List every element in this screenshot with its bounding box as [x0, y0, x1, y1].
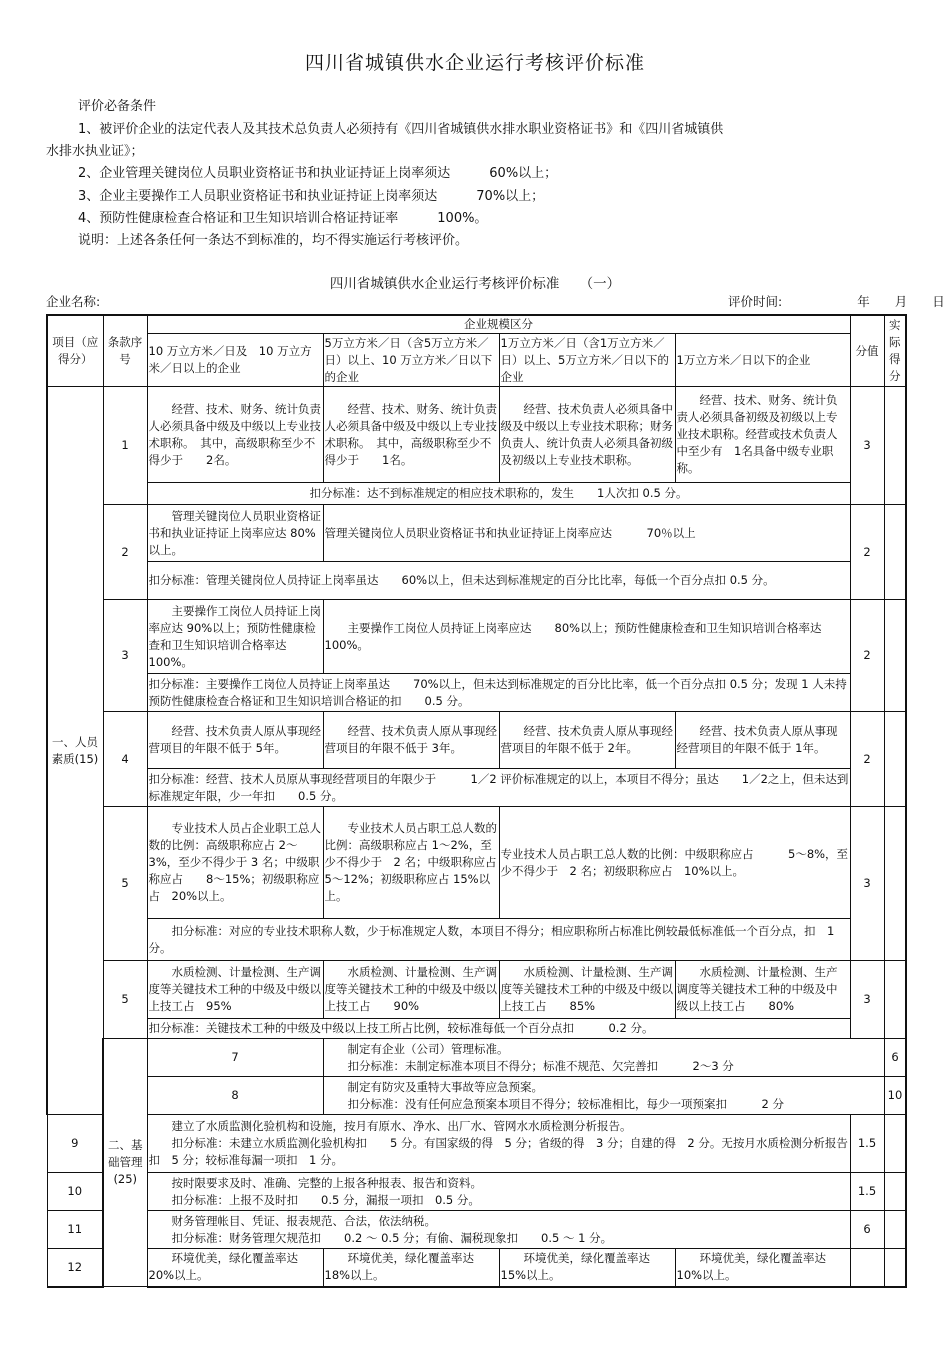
seq-9: 9	[47, 1115, 103, 1173]
r12-col-medium: 环境优美，绿化覆盖率达 18%以上。	[323, 1249, 499, 1287]
seq-1: 1	[103, 387, 147, 505]
r11-content: 财务管理帐目、凭证、报表规范、合法，依法纳税。 扣分标准：财务管理欠规范扣 0.2 ～ 0.5 分；有偷、漏税现象扣 0.5 ～ 1 分。	[147, 1211, 850, 1249]
requirements-heading: 评价必备条件	[78, 99, 157, 114]
requirement-1-cont: 水排水执业证》；	[46, 144, 144, 159]
company-name-label: 企业名称:	[46, 294, 101, 309]
r5b-col-large: 水质检测、计量检测、生产调度等关键技术工种的中级及中级以上技工占 95%	[147, 961, 323, 1019]
seq-3: 3	[103, 600, 147, 712]
evaluation-time-label: 评价时间: 年 月 日	[728, 294, 945, 309]
seq-4: 4	[103, 712, 147, 807]
r5a-score: 3	[850, 807, 884, 961]
seq-10: 10	[47, 1173, 103, 1211]
requirement-4: 4、预防性健康检查合格证和卫生知识培训合格证持证率 100%。	[78, 211, 488, 226]
seq-2: 2	[103, 505, 147, 600]
r1-col-medium: 经营、技术、财务、统计负责人必须具备中级及中级以上专业技术职称。 其中，高级职称至少不得少于 1名。	[323, 387, 499, 483]
r7-content: 制定有企业（公司）管理标准。 扣分标准：未制定标准本项目不得分；标准不规范、欠完善扣 2～3 分	[323, 1039, 884, 1077]
r12-actual[interactable]	[884, 1249, 906, 1287]
r2-deduction: 扣分标准：管理关键岗位人员持证上岗率虽达 60%以上，但未达到标准规定的百分比比率，每低一个百分点扣 0.5 分。	[147, 562, 850, 600]
r8-score: 10	[884, 1077, 906, 1115]
r5b-score: 3	[850, 961, 884, 1039]
r5b-col-small: 水质检测、计量检测、生产调度等关键技术工种的中级及中级以上技工占 85%	[499, 961, 675, 1019]
header-col-small: 1万立方米／日（含1万立方米／日）以上、5万立方米／日以下的企业	[499, 334, 675, 387]
r4-actual[interactable]	[884, 712, 906, 807]
r2-actual[interactable]	[884, 505, 906, 600]
r4-deduction: 扣分标准：经营、技术人员原从事现经营项目的年限少于 1／2 评价标准规定的以上，本项目不得分；虽达 1／2之上，但未达到标准规定年限，少一年扣 0.5 分。	[147, 769, 850, 807]
r5a-col-others: 专业技术人员占职工总人数的比例：中级职称应占 5～8%，至少不得少于 2 名；初级职称应占 10%以上。	[499, 807, 850, 919]
r8-content: 制定有防灾及重特大事故等应急预案。 扣分标准：没有任何应急预案本项目不得分；较标准相比，每少一项预案扣 2 分	[323, 1077, 884, 1115]
r2-col-others: 管理关键岗位人员职业资格证书和执业证持证上岗率应达 70％以上	[323, 505, 850, 562]
document-title: 四川省城镇供水企业运行考核评价标准	[304, 52, 645, 74]
r12-col-large: 环境优美，绿化覆盖率达 20%以上。	[147, 1249, 323, 1287]
r1-actual[interactable]	[884, 387, 906, 505]
r11-score: 6	[850, 1211, 884, 1249]
header-col-medium: 5万立方米／日（含5万立方米／日）以上、10 万立方米／日以下的企业	[323, 334, 499, 387]
r1-score: 3	[850, 387, 884, 505]
r5b-actual[interactable]	[884, 961, 906, 1039]
r5b-deduction: 扣分标准：关键技术工种的中级及中级以上技工所占比例，较标准每低一个百分点扣 0.2 分。	[147, 1019, 850, 1039]
r4-col-large: 经营、技术负责人原从事现经营项目的年限不低于 5年。	[147, 712, 323, 769]
requirement-2: 2、企业管理关键岗位人员职业资格证书和执业证持证上岗率须达 60%以上；	[78, 166, 558, 181]
r12-score	[850, 1249, 884, 1287]
r5a-col-large: 专业技术人员占企业职工总人数的比例：高级职称应占 2～3%，至少不得少于 3 名；中级职称应占 8～15%；初级职称应占 20%以上。	[147, 807, 323, 919]
requirement-1: 1、被评价企业的法定代表人及其技术总负责人必须持有《四川省城镇供水排水职业资格证书》和《四川省城镇供	[78, 122, 724, 137]
r5b-col-smallest: 水质检测、计量检测、生产调度等关键技术工种的中级及中级以上技工占 80%	[675, 961, 850, 1019]
seq-5b: 5	[103, 961, 147, 1039]
r4-col-smallest: 经营、技术负责人原从事现经营项目的年限不低于 1年。	[675, 712, 850, 769]
r9-actual[interactable]	[884, 1115, 906, 1173]
r3-score: 2	[850, 600, 884, 712]
r1-deduction: 扣分标准：达不到标准规定的相应技术职称的，发生 1人次扣 0.5 分。	[147, 483, 850, 505]
r2-score: 2	[850, 505, 884, 600]
header-project: 项目（应得分）	[47, 315, 103, 387]
r3-deduction: 扣分标准：主要操作工岗位人员持证上岗率虽达 70%以上，但未达到标准规定的百分比比率，低一个百分点扣 0.5 分；发现 1 人未持预防性健康检查合格证和卫生知识培训合格证的扣 0.5 分。	[147, 674, 850, 712]
r2-col-large: 管理关键岗位人员职业资格证书和执业证持证上岗率应达 80%以上。	[147, 505, 323, 562]
r11-actual[interactable]	[884, 1211, 906, 1249]
r10-content: 按时限要求及时、准确、完整的上报各种报表、报告和资料。 扣分标准：上报不及时扣 0.5 分，漏报一项扣 0.5 分。	[147, 1173, 850, 1211]
r9-content: 建立了水质监测化验机构和设施，按月有原水、净水、出厂水、管网水水质检测分析报告。 扣分标准：未建立水质监测化验机构扣 5 分。有国家级的得 5 分；省级的得 3 分；自建的得 2 分。无按月水质检测分析报告扣 5 分；较标准每漏一项扣 1 分。	[147, 1115, 850, 1173]
header-actual: 实际得分	[884, 315, 906, 387]
seq-12: 12	[47, 1249, 103, 1287]
r3-col-others: 主要操作工岗位人员持证上岗率应达 80%以上；预防性健康检查和卫生知识培训合格率达 100%。	[323, 600, 850, 674]
group-basic-management: 二、基础管理(25)	[103, 1039, 147, 1287]
requirements-note: 说明：上述各条任何一条达不到标准的，均不得实施运行考核评价。	[78, 233, 469, 248]
r3-actual[interactable]	[884, 600, 906, 712]
r9-score: 1.5	[850, 1115, 884, 1173]
r10-actual[interactable]	[884, 1173, 906, 1211]
table-subtitle: 四川省城镇供水企业运行考核评价标准 （一）	[329, 276, 621, 292]
r1-col-small: 经营、技术负责人必须具备中级及中级以上专业技术职称；财务负责人、统计负责人必须具备初级及初级以上专业技术职称。	[499, 387, 675, 483]
r1-col-smallest: 经营、技术、财务、统计负责人必须具备初级及初级以上专业技术职称。经营或技术负责人中至少有 1名具备中级专业职称。	[675, 387, 850, 483]
r3-col-large: 主要操作工岗位人员持证上岗率应达 90%以上；预防性健康检查和卫生知识培训合格率达 100%。	[147, 600, 323, 674]
r5a-actual[interactable]	[884, 807, 906, 961]
header-scale: 企业规模区分	[147, 315, 850, 334]
r5a-deduction: 扣分标准：对应的专业技术职称人数，少于标准规定人数，本项目不得分；相应职称所占标准比例较最低标准低一个百分点，扣 1 分。	[147, 919, 850, 961]
evaluation-table	[46, 314, 907, 1288]
seq-11: 11	[47, 1211, 103, 1249]
r7-score: 6	[884, 1039, 906, 1077]
header-score: 分值	[850, 315, 884, 387]
seq-7: 7	[147, 1039, 323, 1077]
requirement-3: 3、企业主要操作工人员职业资格证书和执业证持证上岗率须达 70%以上；	[78, 189, 545, 204]
r4-col-small: 经营、技术负责人原从事现经营项目的年限不低于 2年。	[499, 712, 675, 769]
r4-score: 2	[850, 712, 884, 807]
r5b-col-medium: 水质检测、计量检测、生产调度等关键技术工种的中级及中级以上技工占 90%	[323, 961, 499, 1019]
r1-col-large: 经营、技术、财务、统计负责人必须具备中级及中级以上专业技术职称。 其中，高级职称至少不得少于 2名。	[147, 387, 323, 483]
header-col-large: 10 万立方米／日及 10 万立方米／日以上的企业	[147, 334, 323, 387]
group-personnel: 一、人员素质(15)	[47, 387, 103, 1115]
seq-8: 8	[147, 1077, 323, 1115]
r12-col-smallest: 环境优美，绿化覆盖率达 10%以上。	[675, 1249, 850, 1287]
r12-col-small: 环境优美，绿化覆盖率达 15%以上。	[499, 1249, 675, 1287]
r5a-col-medium: 专业技术人员占职工总人数的比例：高级职称应占 1～2%，至少不得少于 2 名；中级职称应占 5～12%；初级职称应占 15%以上。	[323, 807, 499, 919]
header-col-smallest: 1万立方米／日以下的企业	[675, 334, 850, 387]
r10-score: 1.5	[850, 1173, 884, 1211]
r4-col-medium: 经营、技术负责人原从事现经营项目的年限不低于 3年。	[323, 712, 499, 769]
header-seq: 条款序号	[103, 315, 147, 387]
seq-5a: 5	[103, 807, 147, 961]
